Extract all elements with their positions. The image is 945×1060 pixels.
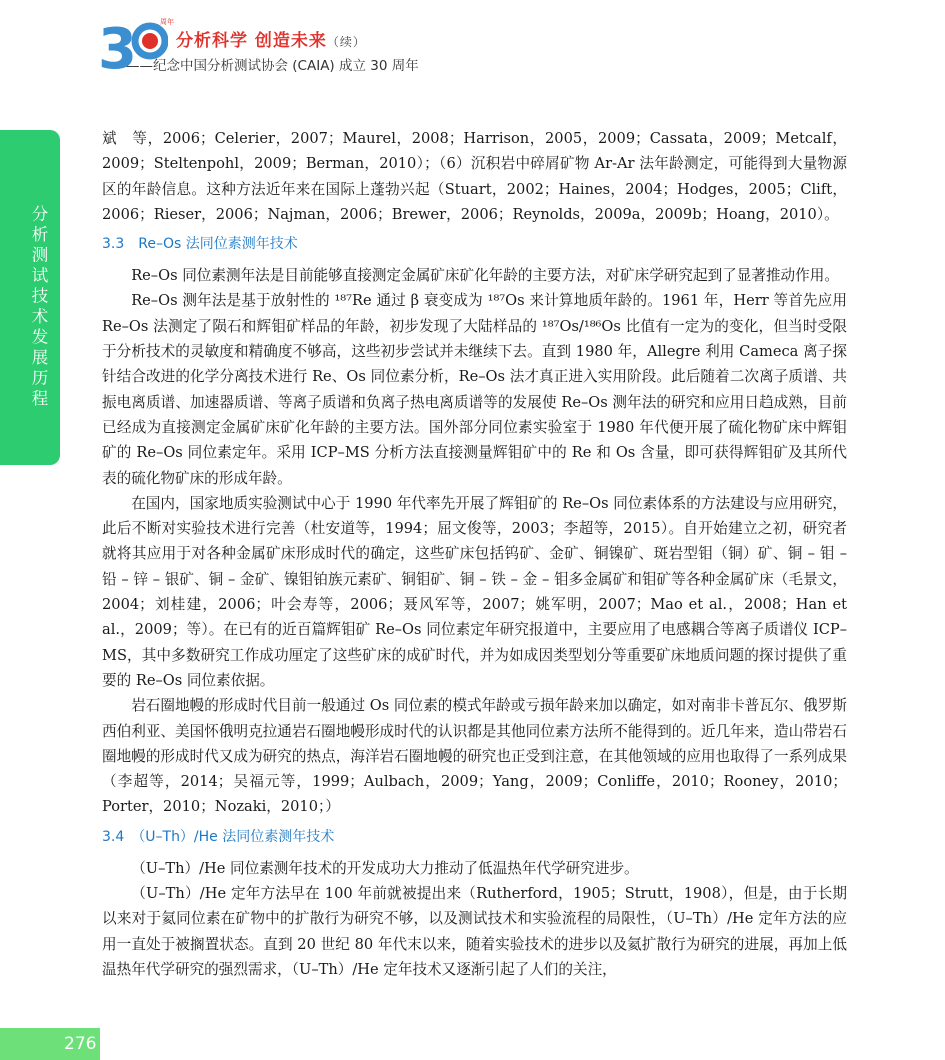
chapter-title-vertical: 分析测试技术发展历程 xyxy=(29,205,48,410)
section-heading-3-4: 3.4 （U–Th）/He 法同位素测年技术 xyxy=(102,828,335,845)
paragraph: （U–Th）/He 同位素测年技术的开发成功大力推动了低温热年代学研究进步。 xyxy=(131,859,639,877)
svg-text:3: 3 xyxy=(98,17,137,74)
anniversary-small-label: 周年 xyxy=(160,18,174,26)
page-number: 276 xyxy=(64,1034,97,1054)
paragraph: （U–Th）/He 定年方法早在 100 年前就被提出来（Rutherford，1905；Strutt，1908），但是，由于长期以来对于氦同位素在矿物中的扩散行为研究不够，以及测试技术和实验流程的局限性，（U–Th）/He 定年方法的应用一直处于被搁置状态。直到 20 世纪 80 年代末以来，随着实验技术的进步以及氦扩散行为研究的进展，再加上低温热年代学研究的强烈需求，（U–Th）/He 定年技术又逐渐引起了人们的关注， xyxy=(102,885,847,978)
paragraph: Re–Os 同位素测年法是目前能够直接测定金属矿床矿化年龄的主要方法，对矿床学研究起到了显著推动作用。 xyxy=(131,267,839,285)
page-body xyxy=(102,126,847,982)
slogan-text: 分析科学 创造未来 xyxy=(176,31,327,51)
paragraph: 岩石圈地幔的形成时代目前一般通过 Os 同位素的模式年龄或亏损年龄来加以确定，如对南非卡普瓦尔、俄罗斯西伯利亚、美国怀俄明克拉通岩石圈地幔形成时代的认识都是其他同位素方法所不能得到的。近几年来，造山带岩石圈地幔的形成时代又成为研究的热点，海洋岩石圈地幔的研究也正受到注意，在其他领域的应用也取得了一系列成果（李超等，2014；吴福元等，1999；Aulbach，2009；Yang，2009；Conliffe，2010；Rooney，2010；Porter，2010；Nozaki，2010；） xyxy=(102,697,847,816)
slogan-continued: （续） xyxy=(326,35,366,49)
paragraph: 在国内，国家地质实验测试中心于 1990 年代率先开展了辉钼矿的 Re–Os 同位素体系的方法建设与应用研究，此后不断对实验技术进行完善（杜安道等，1994；屈文俊等，2003；李超等，2015）。自开始建立之初，研究者就将其应用于对各种金属矿床形成时代的确定，这些矿床包括钨矿、金矿、铜镍矿、斑岩型钼（铜）矿、铜 – 钼 – 铅 – 锌 – 银矿、铜 – 金矿、镍钼铂族元素矿、铜钼矿、铜 – 铁 – 金 – 钼多金属矿和钼矿等各种金属矿床（毛景文，2004；刘桂建，2006；叶会寿等，2006；聂风军等，2007；姚军明，2007；Mao et al.，2008；Han et al.，2009；等）。在已有的近百篇辉钼矿 Re–Os 同位素定年研究报道中，主要应用了电感耦合等离子质谱仪 ICP–MS，其中多数研究工作成功厘定了这些矿床的成矿时代，并为如成因类型划分等重要矿床地质问题的探讨提供了重要的 Re–Os 同位素依据。 xyxy=(102,494,847,689)
paragraph-continued: 斌 等，2006；Celerier，2007；Maurel，2008；Harrison，2005，2009；Cassata，2009；Metcalf，2009；Steltenpohl，2009；Berman，2010）；（6）沉积岩中碎屑矿物 Ar-Ar 法年龄测定，可能得到大量物源区的年龄信息。这种方法近年来在国际上蓬勃兴起（Stuart，2002；Haines，2004；Hodges，2005；Clift，2006；Rieser，2006；Najman，2006；Brewer，2006；Reynolds，2009a，2009b；Hoang，2010）。 xyxy=(102,130,847,223)
page-header xyxy=(98,14,578,76)
header-subtitle: ——纪念中国分析测试协会 (CAIA) 成立 30 周年 xyxy=(126,58,419,74)
header-slogan xyxy=(176,26,366,51)
paragraph: Re–Os 测年法是基于放射性的 ¹⁸⁷Re 通过 β 衰变成为 ¹⁸⁷Os 来计算地质年龄的。1961 年，Herr 等首先应用 Re–Os 法测定了陨石和辉钼矿样品的年龄，初步发现了大陆样品的 ¹⁸⁷Os/¹⁸⁶Os 比值有一定为的变化，但当时受限于分析技术的灵敏度和精确度不够高，这些初步尝试并未继续下去。直到 1980 年，Allegre 利用 Cameca 离子探针结合改进的化学分离技术进行 Re、Os 同位素分析，Re–Os 法才真正进入实用阶段。此后随着二次离子质谱、共振电离质谱、加速器质谱、等离子质谱和负离子热电离质谱等的发展使 Re–Os 测年法的研究和应用日趋成熟，目前已经成为直接测定金属矿床矿化年龄的主要方法。国外部分同位素实验室于 1980 年代便开展了硫化物矿床中辉钼矿的 Re–Os 同位素定年。采用 ICP–MS 分析方法直接测量辉钼矿中的 Re 和 Os 含量，即可获得辉钼矿及其所代表的硫化物矿床的形成年龄。 xyxy=(102,292,847,487)
section-heading-3-3: 3.3 Re–Os 法同位素测年技术 xyxy=(102,236,298,253)
